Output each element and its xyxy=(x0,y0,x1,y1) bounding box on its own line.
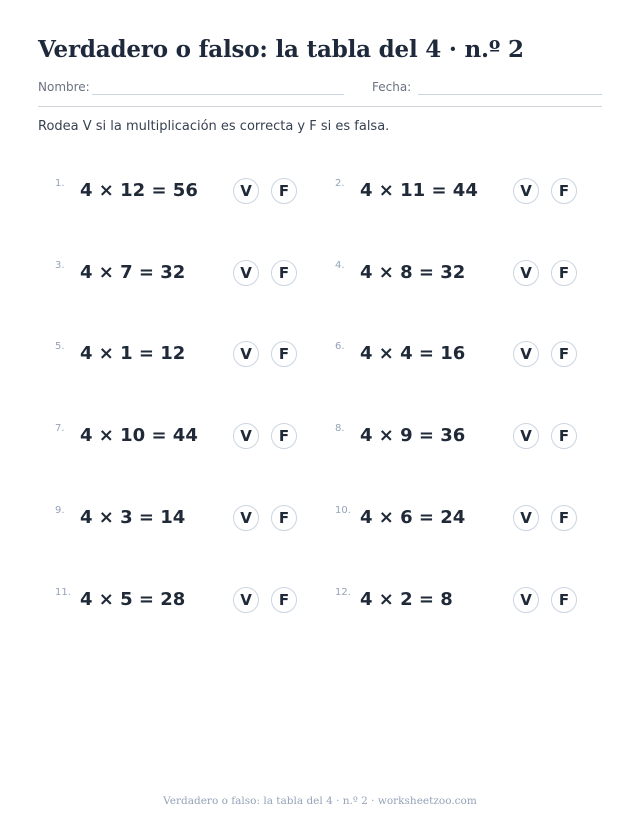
problem-equation: 4 × 9 = 36 xyxy=(360,425,466,446)
false-choice[interactable]: F xyxy=(271,178,297,204)
true-choice[interactable]: V xyxy=(513,260,539,286)
true-choice[interactable]: V xyxy=(233,505,259,531)
problem-equation: 4 × 3 = 14 xyxy=(80,507,186,528)
problem-equation: 4 × 2 = 8 xyxy=(360,589,453,610)
problem-equation: 4 × 6 = 24 xyxy=(360,507,466,528)
problem-equation: 4 × 7 = 32 xyxy=(80,262,186,283)
problem-number: 10. xyxy=(335,505,351,516)
true-choice[interactable]: V xyxy=(233,260,259,286)
problem-number: 11. xyxy=(55,587,71,598)
false-choice[interactable]: F xyxy=(551,423,577,449)
name-label: Nombre: xyxy=(38,80,90,94)
problem-item xyxy=(335,505,585,535)
false-choice[interactable]: F xyxy=(271,341,297,367)
true-choice[interactable]: V xyxy=(513,423,539,449)
page-footer: Verdadero o falso: la tabla del 4 · n.º 2 · worksheetzoo.com xyxy=(163,795,477,807)
problem-item xyxy=(335,423,585,453)
problem-item xyxy=(335,260,585,290)
problem-equation: 4 × 12 = 56 xyxy=(80,180,198,201)
problem-equation: 4 × 8 = 32 xyxy=(360,262,466,283)
problem-item xyxy=(55,587,305,617)
false-choice[interactable]: F xyxy=(271,423,297,449)
date-label: Fecha: xyxy=(372,80,412,94)
name-field[interactable] xyxy=(92,94,344,95)
problem-equation: 4 × 11 = 44 xyxy=(360,180,478,201)
true-choice[interactable]: V xyxy=(233,178,259,204)
problem-number: 3. xyxy=(55,260,65,271)
problem-equation: 4 × 5 = 28 xyxy=(80,589,186,610)
false-choice[interactable]: F xyxy=(271,505,297,531)
true-choice[interactable]: V xyxy=(513,505,539,531)
problem-item xyxy=(55,260,305,290)
problem-number: 2. xyxy=(335,178,345,189)
problem-item xyxy=(335,587,585,617)
problem-item xyxy=(335,178,585,208)
false-choice[interactable]: F xyxy=(551,178,577,204)
false-choice[interactable]: F xyxy=(551,341,577,367)
problem-equation: 4 × 1 = 12 xyxy=(80,343,186,364)
false-choice[interactable]: F xyxy=(551,587,577,613)
problem-item xyxy=(55,505,305,535)
date-field[interactable] xyxy=(418,94,602,95)
page-title: Verdadero o falso: la tabla del 4 · n.º 2 xyxy=(38,36,524,63)
false-choice[interactable]: F xyxy=(551,505,577,531)
true-choice[interactable]: V xyxy=(233,587,259,613)
problem-number: 1. xyxy=(55,178,65,189)
true-choice[interactable]: V xyxy=(233,423,259,449)
false-choice[interactable]: F xyxy=(271,260,297,286)
problem-item xyxy=(55,423,305,453)
problem-number: 12. xyxy=(335,587,351,598)
problem-number: 8. xyxy=(335,423,345,434)
true-choice[interactable]: V xyxy=(233,341,259,367)
true-choice[interactable]: V xyxy=(513,587,539,613)
problem-number: 5. xyxy=(55,341,65,352)
problem-item xyxy=(55,341,305,371)
false-choice[interactable]: F xyxy=(551,260,577,286)
true-choice[interactable]: V xyxy=(513,178,539,204)
problem-number: 6. xyxy=(335,341,345,352)
true-choice[interactable]: V xyxy=(513,341,539,367)
problem-number: 9. xyxy=(55,505,65,516)
problem-item xyxy=(335,341,585,371)
problem-item xyxy=(55,178,305,208)
false-choice[interactable]: F xyxy=(271,587,297,613)
header-divider xyxy=(38,106,602,107)
problem-number: 4. xyxy=(335,260,345,271)
problem-equation: 4 × 4 = 16 xyxy=(360,343,466,364)
problem-equation: 4 × 10 = 44 xyxy=(80,425,198,446)
instructions: Rodea V si la multiplicación es correcta y F si es falsa. xyxy=(38,119,390,134)
problem-number: 7. xyxy=(55,423,65,434)
